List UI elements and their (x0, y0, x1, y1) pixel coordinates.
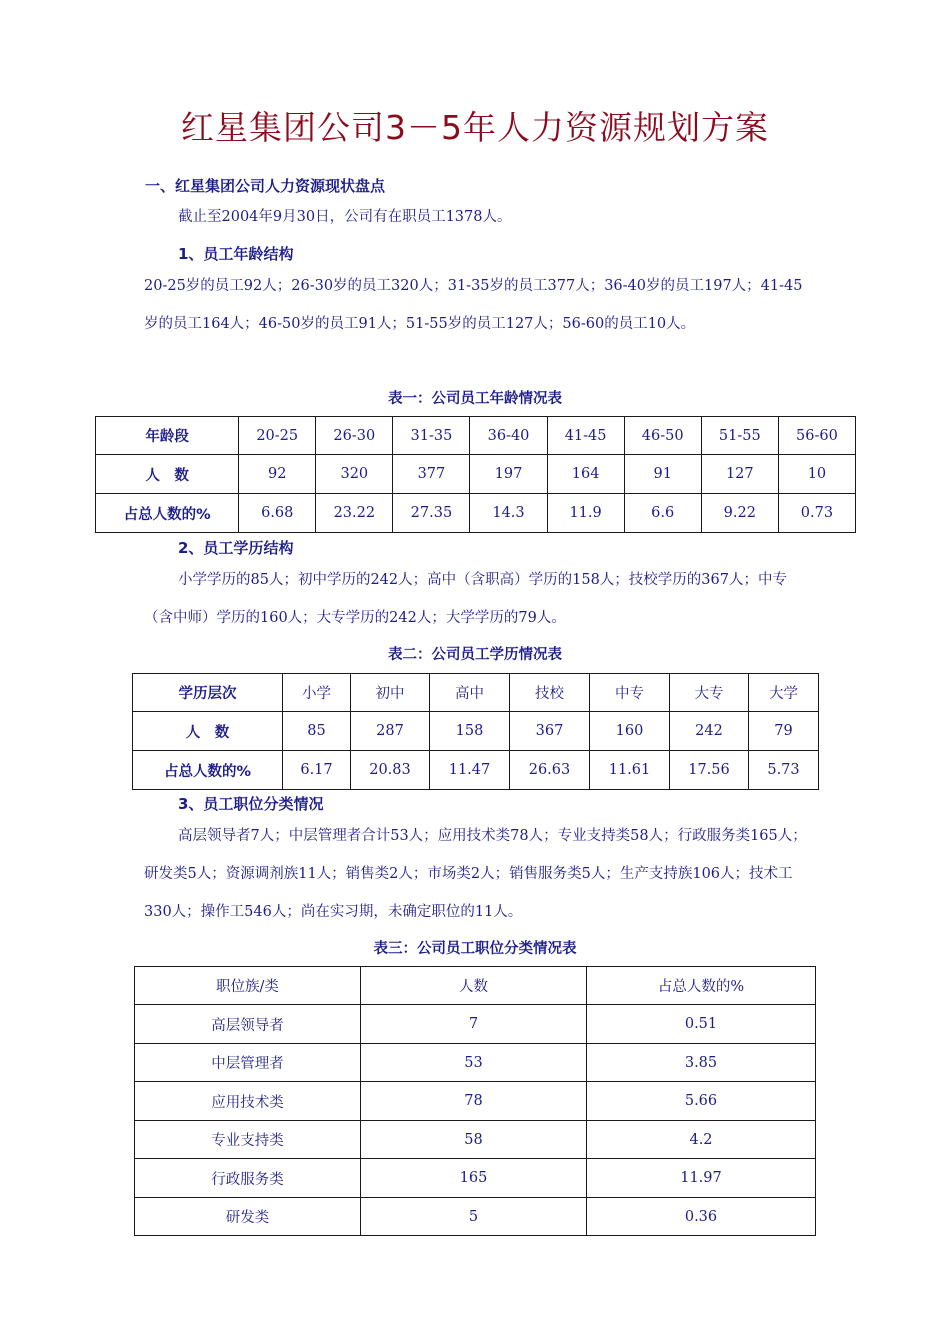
intro-paragraph: 截止至2004年9月30日，公司有在职员工1378人。 (178, 209, 512, 225)
table-cell: 41-45 (547, 417, 624, 455)
table-row (135, 1044, 816, 1082)
table-cell: 5.73 (749, 751, 819, 790)
table-cell: 初中 (351, 674, 430, 712)
table-cell: 31-35 (393, 417, 470, 455)
position-heading: 3、员工职位分类情况 (178, 795, 324, 813)
table-cell: 367 (510, 712, 590, 751)
table-cell: 26-30 (316, 417, 393, 455)
education-table-caption: 表二：公司员工学历情况表 (388, 647, 562, 663)
table-row (135, 967, 816, 1005)
table-cell: 11.9 (547, 494, 624, 533)
table-row (135, 1005, 816, 1044)
table-cell: 56-60 (778, 417, 855, 455)
table-cell: 应用技术类 (135, 1082, 361, 1121)
table-cell: 20.83 (351, 751, 430, 790)
table-cell: 占总人数的% (587, 967, 816, 1005)
education-heading: 2、员工学历结构 (178, 539, 294, 557)
table-cell: 4.2 (587, 1121, 816, 1159)
table-cell: 14.3 (470, 494, 547, 533)
table-row (96, 494, 856, 533)
table-cell: 85 (283, 712, 351, 751)
table-cell: 占总人数的% (96, 494, 239, 533)
table-row (135, 1159, 816, 1198)
table-cell: 242 (670, 712, 749, 751)
table-cell: 377 (393, 455, 470, 494)
section-heading: 一、红星集团公司人力资源现状盘点 (145, 177, 386, 195)
table-row (135, 1082, 816, 1121)
table-cell: 6.68 (239, 494, 316, 533)
table-cell: 高中 (430, 674, 510, 712)
table-cell: 165 (361, 1159, 587, 1198)
table-cell: 6.17 (283, 751, 351, 790)
table-cell: 287 (351, 712, 430, 751)
table-cell: 160 (590, 712, 670, 751)
table-cell: 27.35 (393, 494, 470, 533)
position-table-caption: 表三：公司员工职位分类情况表 (373, 941, 577, 957)
table-cell: 9.22 (701, 494, 778, 533)
table-cell: 197 (470, 455, 547, 494)
table-cell: 高层领导者 (135, 1005, 361, 1044)
table-cell: 中层管理者 (135, 1044, 361, 1082)
table-cell: 行政服务类 (135, 1159, 361, 1198)
table-cell: 年龄段 (96, 417, 239, 455)
education-paragraph: 小学学历的85人；初中学历的242人；高中（含职高）学历的158人；技校学历的367人；中专（含中师）学历的160人；大专学历的242人；大学学历的79人。 (144, 572, 787, 626)
table-row (96, 455, 856, 494)
position-paragraph: 高层领导者7人；中层管理者合计53人；应用技术类78人；专业支持类58人；行政服务类165人；研发类5人；资源调剂族11人；销售类2人；市场类2人；销售服务类5人；生产支持族106人；技术工330人；操作工546人；尚在实习期，未确定职位的11人。 (144, 828, 807, 920)
table-row (133, 674, 819, 712)
page-title: 红星集团公司3－5年人力资源规划方案 (181, 108, 769, 147)
table-cell: 技校 (510, 674, 590, 712)
table-cell: 5.66 (587, 1082, 816, 1121)
table-cell: 20-25 (239, 417, 316, 455)
age-table (95, 416, 856, 533)
table-cell: 164 (547, 455, 624, 494)
table-cell: 26.63 (510, 751, 590, 790)
table-cell: 17.56 (670, 751, 749, 790)
table-cell: 11.61 (590, 751, 670, 790)
table-cell: 7 (361, 1005, 587, 1044)
table-cell: 78 (361, 1082, 587, 1121)
age-heading: 1、员工年龄结构 (178, 245, 294, 263)
table-cell: 79 (749, 712, 819, 751)
table-cell: 0.51 (587, 1005, 816, 1044)
table-cell: 320 (316, 455, 393, 494)
table-cell: 0.73 (778, 494, 855, 533)
table-cell: 人 数 (133, 712, 283, 751)
table-cell: 人数 (361, 967, 587, 1005)
table-cell: 占总人数的% (133, 751, 283, 790)
table-cell: 58 (361, 1121, 587, 1159)
table-cell: 中专 (590, 674, 670, 712)
education-table (132, 673, 819, 790)
table-cell: 大专 (670, 674, 749, 712)
table-row (135, 1121, 816, 1159)
age-table-caption: 表一：公司员工年龄情况表 (388, 391, 562, 407)
table-row (133, 712, 819, 751)
table-cell: 专业支持类 (135, 1121, 361, 1159)
table-row (133, 751, 819, 790)
table-cell: 大学 (749, 674, 819, 712)
age-paragraph: 20-25岁的员工92人；26-30岁的员工320人；31-35岁的员工377人；36-40岁的员工197人；41-45岁的员工164人；46-50岁的员工91人；51-55岁的员工127人；56-60的员工10人。 (144, 278, 803, 332)
table-cell: 92 (239, 455, 316, 494)
table-cell: 91 (624, 455, 701, 494)
position-table (134, 966, 816, 1236)
table-cell: 51-55 (701, 417, 778, 455)
table-row (135, 1198, 816, 1236)
table-cell: 11.47 (430, 751, 510, 790)
table-cell: 5 (361, 1198, 587, 1236)
table-cell: 研发类 (135, 1198, 361, 1236)
table-cell: 6.6 (624, 494, 701, 533)
table-cell: 人 数 (96, 455, 239, 494)
table-cell: 学历层次 (133, 674, 283, 712)
table-cell: 职位族/类 (135, 967, 361, 1005)
table-cell: 36-40 (470, 417, 547, 455)
table-cell: 23.22 (316, 494, 393, 533)
table-cell: 0.36 (587, 1198, 816, 1236)
table-cell: 10 (778, 455, 855, 494)
table-cell: 53 (361, 1044, 587, 1082)
table-cell: 127 (701, 455, 778, 494)
table-cell: 小学 (283, 674, 351, 712)
table-cell: 3.85 (587, 1044, 816, 1082)
table-cell: 158 (430, 712, 510, 751)
table-row (96, 417, 856, 455)
table-cell: 11.97 (587, 1159, 816, 1198)
table-cell: 46-50 (624, 417, 701, 455)
